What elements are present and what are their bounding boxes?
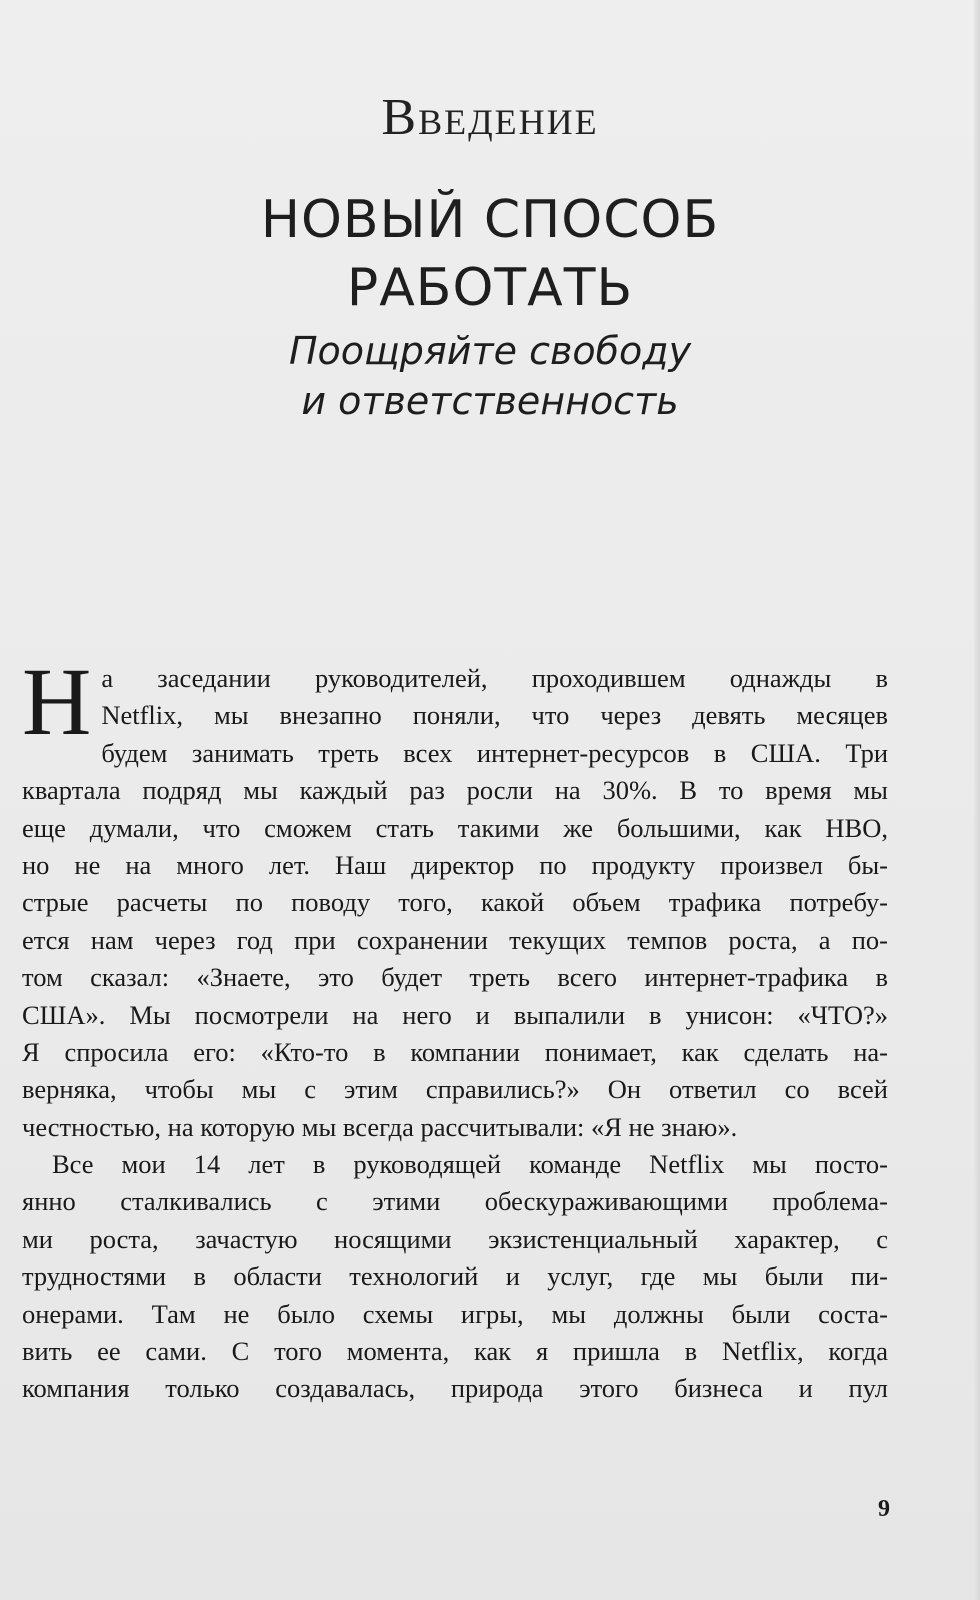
text-line: Все мои 14 лет в руководящей команде Netflix мы посто-: [52, 1149, 888, 1180]
chapter-title: [0, 186, 980, 322]
body-text: [22, 648, 888, 1408]
text-line: ми роста, зачастую носящими экзистенциальный характер, с: [22, 1223, 888, 1254]
text-line: онерами. Там не было схемы игры, мы должны были соста-: [22, 1298, 888, 1329]
paragraph-2: [22, 1146, 888, 1408]
chapter-subtitle: [0, 326, 980, 426]
chapter-title-line: НОВЫЙ СПОСОБ: [260, 190, 720, 250]
text-line: вить ее сами. С того момента, как я пришла в Netflix, когда: [22, 1336, 888, 1367]
text-line: янно сталкивались с этими обескураживающими проблема-: [22, 1186, 888, 1217]
text-line: США». Мы посмотрели на него и выпалили в унисон: «ЧТО?»: [22, 999, 888, 1030]
page-number: 9: [878, 1496, 890, 1522]
text-line: честностью, на которую мы всегда рассчитывали: «Я не знаю».: [22, 1111, 738, 1142]
chapter-subtitle-line: и ответственность: [301, 379, 679, 423]
text-line: Я спросила его: «Кто-то в компании понимает, как сделать на-: [22, 1036, 888, 1067]
text-line: еще думали, что сможем стать такими же большими, как HBO,: [22, 812, 888, 843]
text-line: будем занимать треть всех интернет-ресурсов в США. Три: [101, 737, 888, 768]
text-line: компания только создавалась, природа этого бизнеса и пул: [22, 1373, 888, 1404]
text-line: Netflix, мы внезапно поняли, что через девять месяцев: [101, 700, 888, 731]
text-line: трудностями в области технологий и услуг, где мы были пи-: [22, 1261, 888, 1292]
section-label: Введение: [381, 89, 599, 146]
chapter-title-line: РАБОТАТЬ: [346, 258, 634, 318]
text-line: но не на много лет. Наш директор по продукту произвел бы-: [22, 849, 888, 880]
text-line: стрые расчеты по поводу того, какой объем трафика потребу-: [22, 887, 888, 918]
text-line: верняка, чтобы мы с этим справились?» Он ответил со всей: [22, 1074, 888, 1105]
text-line: том сказал: «Знаете, это будет треть всего интернет-трафика в: [22, 962, 888, 993]
paragraph-1: [22, 648, 888, 1146]
text-line: ется нам через год при сохранении текущих темпов роста, а по-: [22, 924, 888, 955]
chapter-heading: [0, 89, 980, 426]
text-line: а заседании руководителей, проходившем однажды в: [101, 663, 888, 693]
drop-cap: Н: [22, 648, 92, 755]
chapter-subtitle-line: Поощряйте свободу: [288, 329, 692, 373]
text-line: квартала подряд мы каждый раз росли на 30%. В то время мы: [22, 775, 888, 806]
